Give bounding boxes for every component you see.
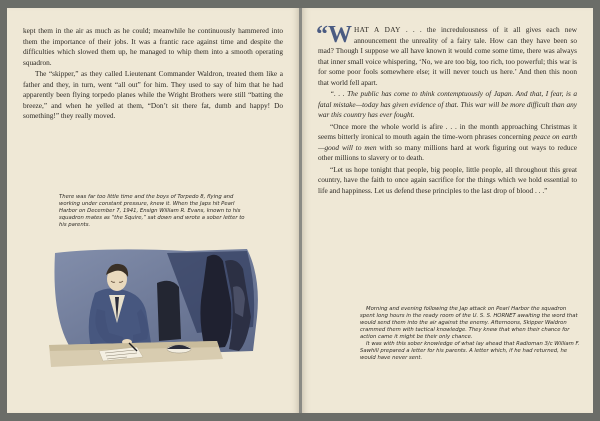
right-paragraph-3-a: “Once more the whole world is afire . . . in the month approaching Christmas it seems bitterly ironical to mouth again the time-worn phrases concerning (318, 121, 577, 141)
drop-cap: “W (316, 22, 352, 48)
right-paragraph-1 (316, 22, 577, 88)
left-paragraph-2: The “skipper,” as they called Lieutenant Commander Waldron, treated them like a father and they, in turn, went “all out” for him. They used to say of him that he had apparently been flying torpedo planes while the Wright Brothers were still “batting the breeze,” and when he yelled at them, “Don’t sit there fat, dumb and happy! Do something!” they really moved. (23, 69, 283, 120)
left-page (7, 8, 299, 413)
letter-writer-illustration (47, 247, 267, 381)
right-paragraph-2 (318, 89, 577, 121)
left-paragraph-1: kept them in the air as much as he could; meanwhile he continuously hammered into them the importance of their jobs. It was a frantic race against time and despite the difficulties which slowed them up, he managed to whip them into a smooth operating squadron. (23, 26, 283, 67)
left-caption-text: There was far too little time and the boys of Torpedo 8, flying and working under constant pressure, knew it. When the Japs hit Pearl Harbor on December 7, 1941, Ensign William R. Evans, known to his squadron mates as “the Squire,” sat down and wrote a sober letter to his parents. (59, 194, 245, 228)
right-paragraph-1-text: . . . the incredulousness of it all gives each new announcement the unreality of a fairy tale. How can they have been so mad? Though I suppose we all have known it would come some time, there was always that inner small voice whispering, ‘No, we are too big, too rich, too powerful; this war is for some poor fools somewhere else; it will never touch us here.’ And then this noon that world fell apart. (318, 25, 577, 87)
left-caption (59, 194, 247, 229)
right-paragraph-3-b: with so many millions hard at work figuring out ways to reduce other millions to slavery or to death. (318, 142, 577, 162)
right-paragraph-3 (318, 122, 577, 164)
right-paragraph-3-italic: peace on earth—good will to men (318, 132, 577, 152)
right-page (302, 8, 593, 413)
smallcaps-lead: HAT A DAY (354, 25, 401, 34)
right-caption-paragraph-1: Morning and evening following the Jap attack on Pearl Harbor the squadron spent long hours in the ready room of the U. S. S. HORNET awaiting the word that would send them into the air against the enemy. Afternoons, Skipper Waldron crammed them with tactical knowledge. They knew that when their chance for action came it might be their only chance. (360, 306, 578, 340)
book-spread (7, 8, 593, 413)
right-caption-paragraph-2: It was with this sober knowledge of what lay ahead that Radioman 3/c William F. Sawhill prepared a letter for his parents. A letter which, if he had returned, he would have never sent. (360, 341, 580, 361)
right-body-text (316, 22, 577, 196)
right-paragraph-2-italic: “. . . The public has come to think contemptuously of Japan. And that, I fear, is a fatal mistake—today has given evidence of that. This war will be more difficult than any war this country has ever fought. (318, 89, 577, 119)
left-body-text (23, 26, 283, 122)
right-caption (360, 306, 580, 362)
right-paragraph-4: “Let us hope tonight that people, big people, little people, all throughout this great country, have the faith to once again sacrifice for the things which we hold essential to life and happiness. Let us defend these principles to the last drop of blood . . .” (318, 164, 577, 195)
